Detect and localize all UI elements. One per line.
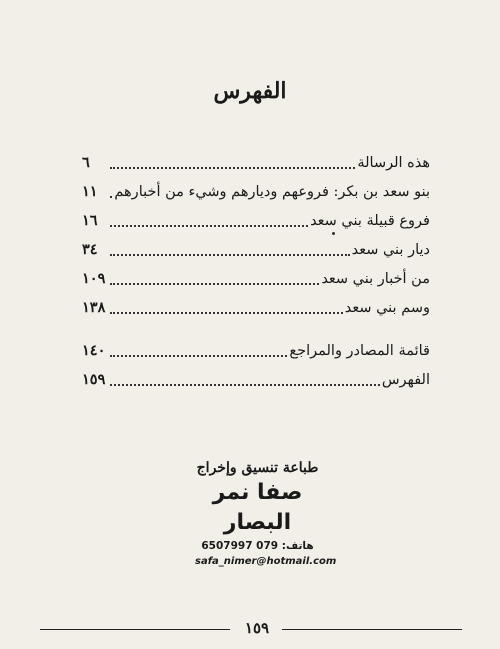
toc-entry-label: قائمة المصادر والمراجع (289, 343, 430, 359)
toc-entry (82, 293, 430, 322)
toc-entry (82, 206, 430, 235)
page-number: ١٥٩ (244, 619, 270, 637)
printer-credit (195, 458, 337, 570)
toc-entry-label: ديار بني سعد (351, 242, 430, 258)
toc-entry-page: ١٠٩ (82, 270, 106, 287)
dot-leader (110, 283, 319, 285)
credit-email: safa_nimer@hotmail.com (195, 556, 337, 567)
dot-leader (110, 254, 350, 256)
toc-entry (82, 177, 430, 206)
toc-entry (82, 235, 430, 264)
toc-entry-page: ١٥٩ (82, 371, 106, 388)
toc-entry-page: ١٤٠ (82, 342, 106, 359)
toc-entry-page: ٦ (82, 154, 90, 171)
credit-name: صفا نمر البصار (212, 480, 303, 535)
dot-leader (110, 167, 355, 169)
toc-entry-label: الفهرس (381, 372, 430, 388)
print-speck (332, 232, 335, 235)
toc-entry (82, 264, 430, 293)
table-of-contents (82, 148, 430, 394)
dot-leader (110, 312, 343, 314)
credit-phone: هاتف: 079 6507997 (201, 540, 314, 552)
toc-entry-page: ١٦ (82, 212, 98, 229)
dot-leader (110, 196, 112, 198)
toc-entry-page: ٣٤ (82, 241, 98, 258)
footer-rule-right (282, 629, 462, 630)
dot-leader (110, 384, 380, 386)
page-title: الفهرس (213, 78, 287, 104)
toc-entry-label: فروع قبيلة بني سعد (310, 213, 430, 229)
toc-entry-label: بنو سعد بن بكر: فروعهم وديارهم وشيء من أخبارهم (114, 184, 430, 200)
toc-entry-label: وسم بني سعد (344, 300, 430, 316)
toc-entry (82, 365, 430, 394)
credit-heading: طباعة تنسيق وإخراج (196, 460, 319, 476)
footer-rule-left (40, 629, 230, 630)
dot-leader (110, 225, 308, 227)
toc-entry-page: ١١ (82, 183, 98, 200)
toc-entry-page: ١٣٨ (82, 299, 106, 316)
toc-entry-label: من أخبار بني سعد (321, 271, 430, 287)
dot-leader (110, 355, 287, 357)
toc-entry (82, 148, 430, 177)
toc-entry-label: هذه الرسالة (357, 155, 430, 171)
toc-entry (82, 336, 430, 365)
